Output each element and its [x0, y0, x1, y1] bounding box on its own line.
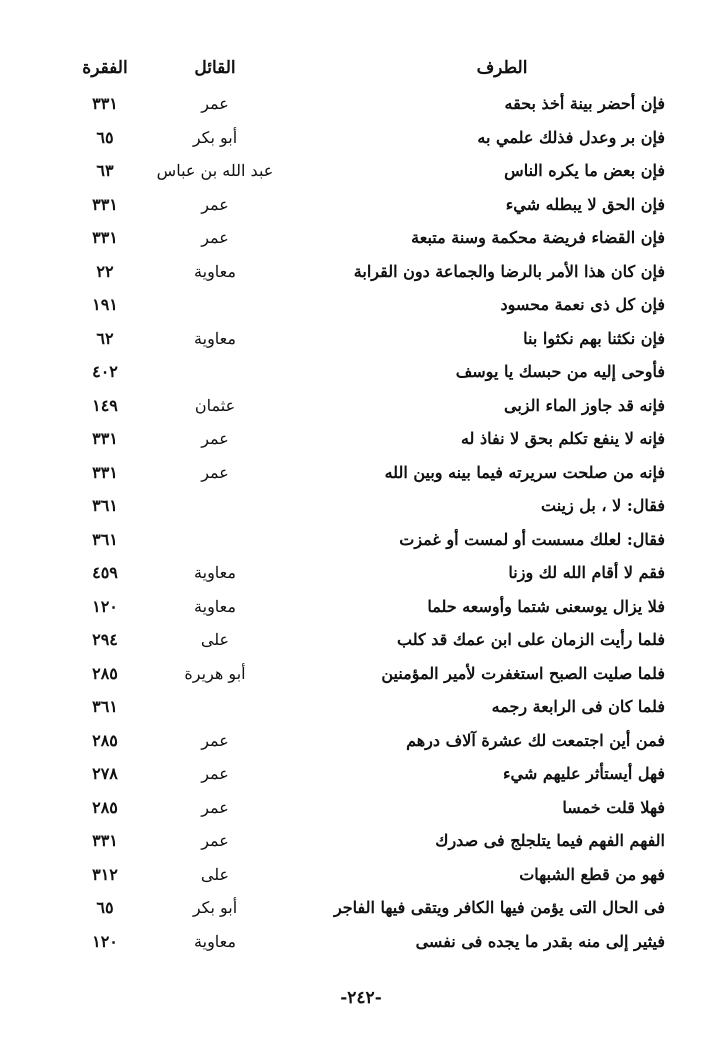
row-phrase: فإنه لا ينفع تكلم بحق لا نفاذ له [460, 429, 665, 448]
table-row [0, 892, 722, 926]
table-row [0, 524, 722, 558]
row-speaker: عمر [201, 764, 229, 783]
row-phrase: فهلا قلت خمسا [562, 797, 665, 817]
table-row [0, 256, 722, 290]
table-row [0, 825, 722, 859]
row-paragraph: ١٢٠ [92, 596, 118, 616]
row-phrase: فقال: لا ، بل زينت [540, 496, 665, 515]
table-row [0, 624, 722, 658]
table-row [0, 725, 722, 759]
row-speaker: عمر [201, 462, 229, 482]
row-phrase: فلما كان فى الرابعة رجمه [491, 697, 665, 716]
row-speaker: عمر [201, 94, 229, 113]
row-speaker: عمر [201, 429, 229, 448]
table-row [0, 155, 722, 189]
row-speaker: معاوية [194, 931, 236, 951]
table-row [0, 758, 722, 792]
row-phrase: فى الحال التى يؤمن فيها الكافر ويتقى فيها الفاجر [333, 898, 665, 917]
row-speaker: معاوية [194, 596, 236, 616]
row-speaker: أبو بكر [192, 898, 238, 917]
row-speaker: عمر [201, 730, 229, 750]
header-paragraph: الفقرة [82, 58, 128, 78]
row-speaker: أبو هريرة [184, 663, 246, 683]
row-phrase: فلما صليت الصبح استغفرت لأمير المؤمنين [381, 663, 665, 683]
row-speaker: عمر [201, 194, 229, 214]
table-row [0, 323, 722, 357]
row-paragraph: ٣٣١ [92, 194, 118, 214]
index-table [0, 88, 722, 959]
row-phrase: فأوحى إليه من حبسك يا يوسف [455, 362, 665, 381]
table-row [0, 423, 722, 457]
row-paragraph: ٢٧٨ [92, 764, 118, 783]
row-paragraph: ٣٣١ [92, 429, 118, 448]
header-phrase: الطرف [476, 58, 528, 78]
row-paragraph: ٢٨٥ [92, 797, 118, 817]
row-paragraph: ١٢٠ [92, 931, 118, 951]
row-phrase: فإن أحضر بينة أخذ بحقه [504, 94, 665, 113]
table-row [0, 691, 722, 725]
row-paragraph: ٣٣١ [92, 831, 118, 850]
row-speaker: أبو بكر [192, 127, 238, 147]
row-speaker: عثمان [194, 395, 236, 415]
row-speaker: على [200, 630, 230, 649]
table-row [0, 88, 722, 122]
table-row [0, 222, 722, 256]
row-paragraph: ٦٣ [96, 161, 114, 180]
table-row [0, 591, 722, 625]
row-phrase: فإن القضاء فريضة محكمة وسنة متبعة [411, 228, 665, 247]
row-paragraph: ٣٦١ [92, 496, 118, 515]
table-row [0, 859, 722, 893]
row-phrase: فإن بعض ما يكره الناس [504, 161, 665, 180]
row-paragraph: ٤٠٢ [92, 362, 118, 381]
row-paragraph: ٣٣١ [92, 228, 118, 247]
row-paragraph: ١٩١ [92, 295, 118, 314]
row-paragraph: ٢٩٤ [92, 630, 118, 649]
row-paragraph: ٢٢ [96, 261, 114, 281]
row-paragraph: ٦٥ [96, 898, 114, 917]
table-row [0, 390, 722, 424]
row-speaker: عمر [201, 228, 229, 247]
row-phrase: فقم لا أقام الله لك وزنا [508, 563, 665, 582]
row-phrase: فهل أيستأثر عليهم شيء [503, 764, 665, 783]
row-paragraph: ٦٥ [96, 127, 114, 147]
table-row [0, 658, 722, 692]
row-paragraph: ٣٦١ [92, 529, 118, 549]
row-speaker: عمر [201, 831, 229, 850]
row-phrase: فإنه قد جاوز الماء الزبى [503, 395, 665, 415]
row-phrase: فإن كل ذى نعمة محسود [500, 295, 665, 314]
row-phrase: فإن نكثنا بهم نكثوا بنا [523, 328, 665, 348]
row-speaker: معاوية [194, 328, 236, 348]
row-phrase: فإن الحق لا يبطله شيء [505, 194, 665, 214]
row-paragraph: ٢٨٥ [92, 663, 118, 683]
table-row [0, 189, 722, 223]
row-paragraph: ٦٢ [96, 328, 114, 348]
row-paragraph: ٣١٢ [92, 864, 118, 884]
page-number: -٢٤٢- [340, 988, 382, 1008]
row-phrase: فقال: لعلك مسست أو لمست أو غمزت [399, 529, 665, 549]
row-paragraph: ٣٣١ [92, 462, 118, 482]
row-speaker: عمر [201, 797, 229, 817]
table-row [0, 490, 722, 524]
row-phrase: فإن كان هذا الأمر بالرضا والجماعة دون القرابة [353, 261, 665, 281]
row-phrase: فيثير إلى منه بقدر ما يجده فى نفسى [415, 931, 665, 951]
table-row [0, 457, 722, 491]
row-paragraph: ٢٨٥ [92, 730, 118, 750]
row-phrase: الفهم الفهم فيما يتلجلج فى صدرك [435, 831, 665, 850]
table-row [0, 926, 722, 960]
row-phrase: فلما رأيت الزمان على ابن عمك قد كلب [397, 630, 665, 649]
row-phrase: فمن أين اجتمعت لك عشرة آلاف درهم [406, 730, 665, 750]
row-speaker: معاوية [194, 261, 236, 281]
table-row [0, 557, 722, 591]
table-row [0, 289, 722, 323]
header-speaker: القائل [194, 58, 236, 78]
table-row [0, 792, 722, 826]
row-paragraph: ٣٣١ [92, 94, 118, 113]
row-phrase: فإن بر وعدل فذلك علمي به [477, 127, 665, 147]
row-paragraph: ٤٥٩ [92, 563, 118, 582]
row-speaker: على [200, 864, 230, 884]
row-speaker: معاوية [194, 563, 236, 582]
table-row [0, 122, 722, 156]
row-phrase: فلا يزال يوسعنى شتما وأوسعه حلما [427, 596, 665, 616]
row-phrase: فهو من قطع الشبهات [519, 864, 665, 884]
table-row [0, 356, 722, 390]
row-phrase: فإنه من صلحت سريرته فيما بينه وبين الله [384, 462, 665, 482]
row-paragraph: ٣٦١ [92, 697, 118, 716]
table-header [0, 58, 722, 86]
row-speaker: عبد الله بن عباس [156, 161, 274, 180]
row-paragraph: ١٤٩ [92, 395, 118, 415]
